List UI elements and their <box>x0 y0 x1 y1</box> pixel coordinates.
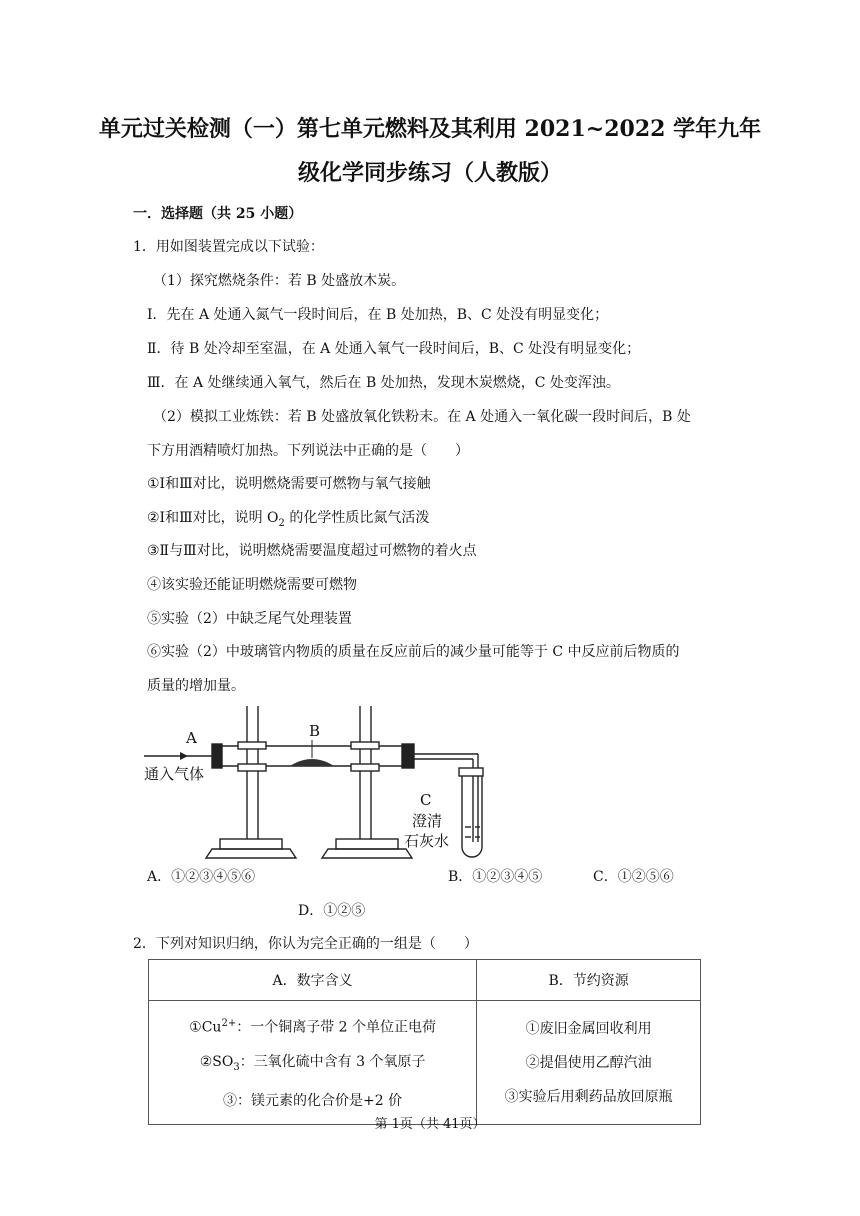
q1-option-c: C．①②⑤⑥ <box>593 869 674 885</box>
section-heading: 一．选择题（共 25 小题） <box>133 206 303 222</box>
q1-statement-6a: ⑥实验（2）中玻璃管内物质的质量在反应前后的减少量可能等于 C 中反应前后物质的 <box>147 644 680 660</box>
q1-stem: 1．用如图装置完成以下试验： <box>133 239 324 255</box>
q1-part2-a: （2）模拟工业炼铁：若 B 处盛放氧化铁粉末。在 A 处通入一氧化碳一段时间后，B 处 <box>153 409 691 425</box>
q2-a-item-3: ③：镁元素的化合价是+2 价 <box>223 1093 403 1110</box>
q1-option-b: B．①②③④⑤ <box>448 869 543 885</box>
q1-statement-3: ③Ⅱ与Ⅲ对比，说明燃烧需要温度超过可燃物的着火点 <box>147 543 477 559</box>
q1-part1: （1）探究燃烧条件：若 B 处盛放木炭。 <box>153 273 406 289</box>
q2-a-item-2: $②SO_3$：三氧化硫中含有 3 个氧原子 <box>199 1053 426 1073</box>
q1-statement-2: ②Ⅰ和Ⅲ对比，说明 $O_2$ 的化学性质比氮气活泼 <box>147 510 430 529</box>
figure-label-gas: 通入气体 <box>144 765 205 783</box>
q2-header-b: B．节约资源 <box>477 960 701 1001</box>
q1-statement-4: ④该实验还能证明燃烧需要可燃物 <box>147 577 357 593</box>
page-title-line-1: 单元过关检测（一）第七单元燃料及其利用 2021~2022 学年九年 <box>98 116 762 142</box>
q1-part2-b: 下方用酒精喷灯加热。下列说法中正确的是（ ） <box>147 443 469 459</box>
q2-table <box>148 959 701 1125</box>
q1-step2: Ⅱ．待 B 处冷却至室温，在 A 处通入氧气一段时间后，B、C 处没有明显变化； <box>147 341 641 357</box>
q1-statement-1: ①Ⅰ和Ⅲ对比，说明燃烧需要可燃物与氧气接触 <box>147 476 431 492</box>
q2-cell-b <box>477 1001 701 1125</box>
figure-label-lime-1: 澄清 <box>412 812 443 830</box>
figure-label-lime-2: 石灰水 <box>404 832 450 850</box>
figure-label-a: A <box>186 729 197 747</box>
q1-step3: Ⅲ．在 A 处继续通入氧气，然后在 B 处加热，发现木炭燃烧，C 处变浑浊。 <box>147 375 620 391</box>
q1-statement-6b: 质量的增加量。 <box>147 678 245 694</box>
q1-option-d: D．①②⑤ <box>298 903 366 919</box>
q2-stem: 2．下列对知识归纳，你认为完全正确的一组是（ ） <box>133 936 478 952</box>
q2-header-a: A．数字含义 <box>149 960 477 1001</box>
q1-step1: Ⅰ．先在 A 处通入氮气一段时间后，在 B 处加热，B、C 处没有明显变化； <box>147 307 609 323</box>
q2-b-item-1: ①废旧金属回收利用 <box>525 1020 652 1037</box>
q2-a-item-1: $①Cu^{2+}$：一个铜离子带 2 个单位正电荷 <box>189 1018 437 1036</box>
q2-b-item-3: ③实验后用剩药品放回原瓶 <box>504 1088 673 1105</box>
figure-label-c: C <box>420 791 432 809</box>
q1-option-a: A．①②③④⑤⑥ <box>147 869 256 885</box>
page-title-line-2: 级化学同步练习（人教版） <box>297 160 562 186</box>
figure-label-b: B <box>309 722 321 740</box>
q2-b-item-2: ②提倡使用乙醇汽油 <box>525 1054 652 1071</box>
q1-statement-5: ⑤实验（2）中缺乏尾气处理装置 <box>147 611 352 627</box>
page-footer: 第 1页（共 41页） <box>374 1117 486 1132</box>
q2-cell-a <box>149 1001 477 1125</box>
